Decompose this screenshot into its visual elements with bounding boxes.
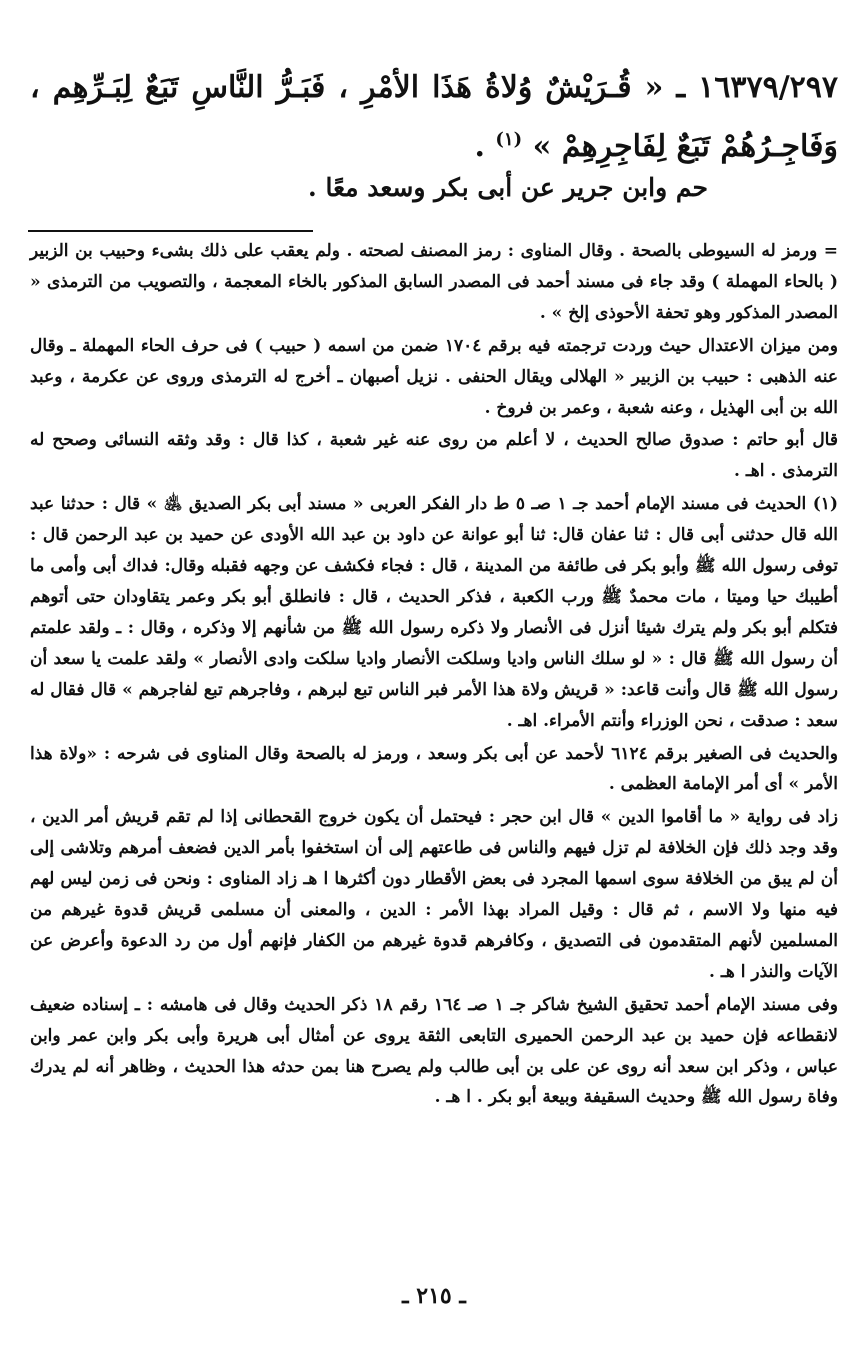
hadith-number: ١٦٣٧٩/٢٩٧ ـ xyxy=(676,70,839,105)
hadith-entry: ١٦٣٧٩/٢٩٧ ـ « قُـرَيْشٌ وُلاةُ هَذَا الأمْرِ ، فَبَـرُّ النَّاسِ تَبَعٌ لِبَـرِّهِم ، وَفَاجِـرُهُمْ تَبَعٌ لِفَاجِرِهِمْ » $^{(١)}$ . xyxy=(30,70,839,164)
footnotes xyxy=(30,236,838,1115)
footnote-divider xyxy=(28,230,313,232)
hadith-text: « قُـرَيْشٌ وُلاةُ هَذَا الأمْرِ ، فَبَـرُّ النَّاسِ تَبَعٌ لِبَـرِّهِم ، وَفَاجِـرُهُمْ تَبَعٌ لِفَاجِرِهِمْ » xyxy=(30,70,838,164)
footnote-paragraph: قال أبو حاتم : صدوق صالح الحديث ، لا أعلم من روى عنه غير شعبة ، كذا قال : وقد وثقه النسائى وصحح له الترمذى . اهـ . xyxy=(30,430,838,482)
footnote-paragraph: ومن ميزان الاعتدال حيث وردت ترجمته فيه برقم ١٧٠٤ ضمن من اسمه ( حبيب ) فى حرف الحاء المهملة ـ وقال عنه الذهبى : حبيب بن الزبير « الهلالى ويقال الحنفى . نزيل أصبهان ـ أخرج له الترمذى وروى عن عكرمة ، وعبد الله بن أبى الهذيل ، وعنه شعبة ، وعمر بن فروخ . xyxy=(30,335,838,418)
hadith-source: حم وابن جرير عن أبى بكر وسعد معًا . xyxy=(308,173,708,202)
footnote-marker: (١) xyxy=(495,129,523,150)
footnote-paragraph: زاد فى رواية « ما أقاموا الدين » قال ابن حجر : فيحتمل أن يكون خروج القحطانى إذا لم تقم قريش أمر الدين ، وقد وجد ذلك فإن الخلافة لم تزل فيهم والناس فى طاعتهم إلى أن استخفوا بأمر الدين فضعف أمرهم وتلاشى إلى أن لم يبق من الخلافة سوى اسمها المجرد فى بعض الأقطار دون أكثرها ا هـ زاد المناوى : ونحن فى زمن ليس لهم فيه منها ولا الاسم ، ثم قال : وقيل المراد بهذا الأمر : الدين ، والمعنى أن مسلمى قريش قدوة غيرهم من المسلمين لأنهم المتقدمون فى التصديق ، وكافرهم قدوة غيرهم من الكفار فإنهم أول من رد الدعوة وأعرض عن الآيات والنذر ا هـ . xyxy=(30,807,838,982)
page-number: ـ ٢١٥ ـ xyxy=(402,1283,466,1309)
footnote-paragraph: والحديث فى الصغير برقم ٦١٢٤ لأحمد عن أبى بكر وسعد ، ورمز له بالصحة وقال المناوى فى شرحه : «ولاة هذا الأمر » أى أمر الإمامة العظمى . xyxy=(30,743,838,795)
footnote-paragraph: = ورمز له السيوطى بالصحة . وقال المناوى : رمز المصنف لصحته . ولم يعقب على ذلك بشىء وحبيب بن الزبير ( بالحاء المهملة ) وقد جاء فى مسند أحمد فى المصدر السابق المذكور بالخاء المعجمة ، والتصويب من الترمذى « المصدر المذكور وهو تحفة الأحوذى إلخ » . xyxy=(30,241,838,323)
footnote-paragraph: (١) الحديث فى مسند الإمام أحمد جـ ١ صـ ٥ ط دار الفكر العربى « مسند أبى بكر الصديق ﵁ » قال : حدثنا عبد الله قال حدثنى أبى قال : ثنا عفان قال: ثنا أبو عوانة عن داود بن عبد الله الأودى عن حميد بن عبد الرحمن قال : توفى رسول الله ﷺ وأبو بكر فى طائفة من المدينة ، قال : فجاء فكشف عن وجهه فقبله وقال: فداك أبى وأمى ما أطيبك حيا وميتا ، مات محمدٌ ﷺ ورب الكعبة ، فذكر الحديث ، قال : فانطلق أبو بكر وعمر يتقاودان حتى أتوهم فتكلم أبو بكر ولم يترك شيئا أنزل فى الأنصار ولا ذكره رسول الله ﷺ من شأنهم إلا وذكره ، وقال : ـ ولقد علمتم أن رسول الله ﷺ قال : « لو سلك الناس واديا وسلكت الأنصار واديا سلكت وادى الأنصار » ولقد علمت يا سعد أن رسول الله ﷺ قال وأنت قاعد: « قريش ولاة هذا الأمر فبر الناس تبع لبرهم ، وفاجرهم تبع لفاجرهم » قال فقال له سعد : صدقت ، نحن الوزراء وأنتم الأمراء. اهـ . xyxy=(30,494,838,731)
footnote-paragraph: وفى مسند الإمام أحمد تحقيق الشيخ شاكر جـ ١ صـ ١٦٤ رقم ١٨ ذكر الحديث وقال فى هامشه : ـ إسناده ضعيف لانقطاعه فإن حميد بن عبد الرحمن الحميرى التابعى الثقة يروى عن أمثال أبى هريرة وأبى بكر وابن عمر وابن عباس ، وذكر ابن سعد أنه روى عن على بن أبى طالب ولم يصرح هنا بمن حدثه هذا الحديث ، وظاهر أنه لم يدرك وفاة رسول الله ﷺ وحديث السقيفة وبيعة أبو بكر . ا هـ . xyxy=(30,994,838,1108)
